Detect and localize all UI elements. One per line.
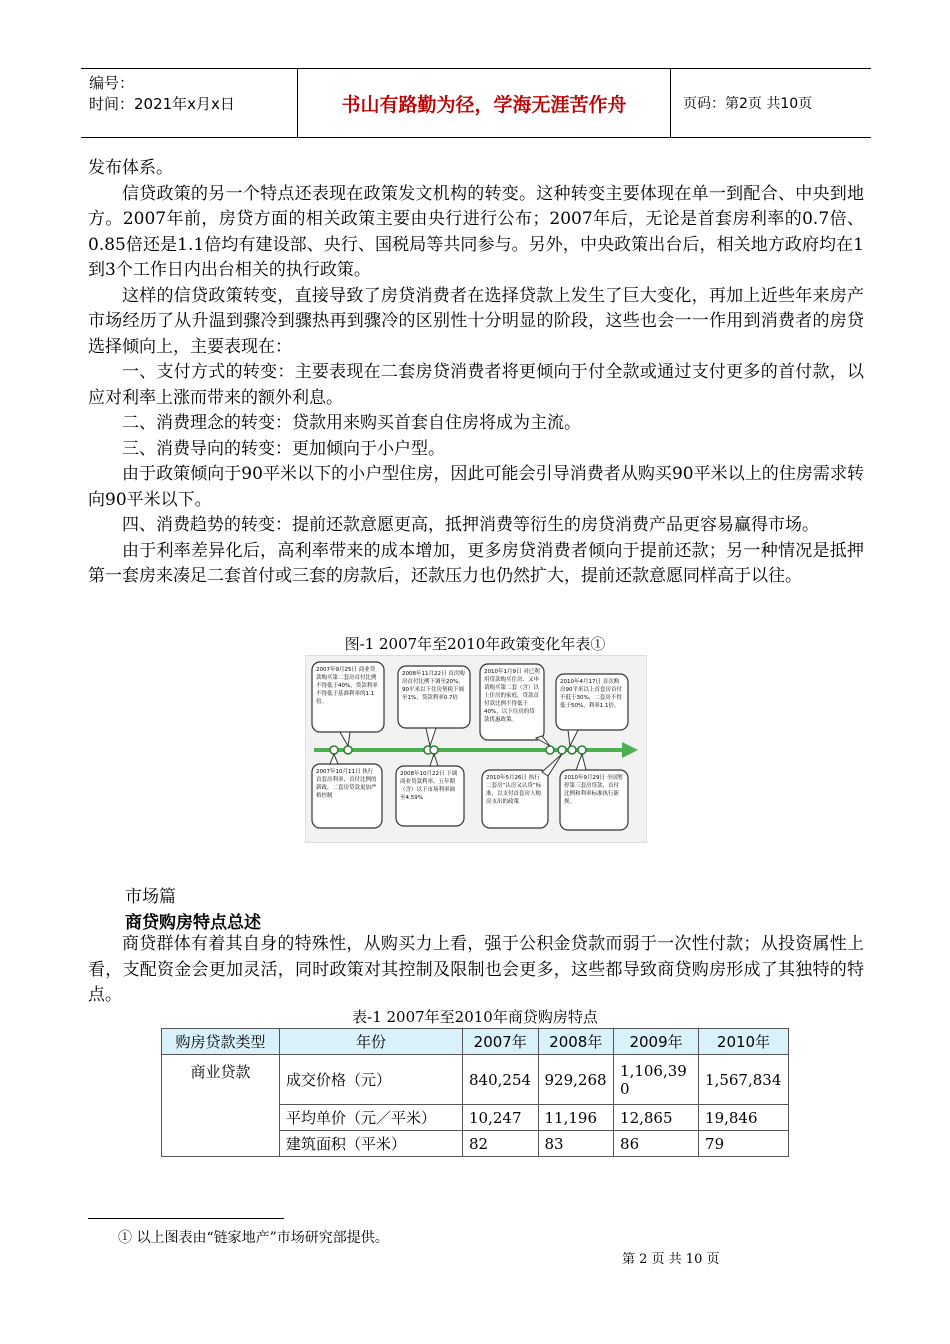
timeline-note-bottom-text: 2008年10月22日 下调商业贷款利率，五年期（含）以下市场利率调至4.59% [400,771,458,801]
table-cell: 1,106,390 [614,1055,699,1105]
table-cell: 12,865 [614,1105,699,1131]
table-header-row [162,1029,789,1055]
timeline-note-top-text: 2008年11月22日 首次购房首付比例下调至20%，90平米以下住房契税下调至1%，贷款利率0.7倍 [402,671,465,701]
timeline-arrowhead [622,742,638,758]
timeline-note-bottom-text: 2007年10月11日 执行首套房利率、首付比例的新政，二套房贷款更加严格控制 [316,769,377,799]
header-year: 年份 [280,1029,463,1055]
footnote-divider [88,1218,284,1219]
table-cell: 79 [699,1131,789,1157]
table-cell: 10,247 [463,1105,539,1131]
table-row [162,1055,789,1105]
table-cell: 1,567,834 [699,1055,789,1105]
timeline-note-bottom-text: 2010年5月26日 执行二套房“认房又认贷”标准，以支付首套房人购房支出的政策 [486,775,542,805]
table-cell: 86 [614,1131,699,1157]
header-year-col: 2008年 [538,1029,614,1055]
loan-type-cell: 商业贷款 [162,1055,280,1157]
timeline-node [344,746,352,754]
timeline-note-bottom-text: 2010年9月29日 全国暂停第三套房贷款，首付比例和利率标准执行新规。 [564,775,624,805]
paragraph: 由于政策倾向于90平米以下的小户型住房，因此可能会引导消费者从购买90平米以上的住房需求转向90平米以下。 [88,464,864,510]
row-label: 成交价格（元） [280,1055,463,1105]
header-left-cell [81,69,298,137]
timeline-note-top-text: 2010年1月9日 对已利用贷款购买住房、又申请购买第二套（含）以上住房的家庭，贷款首付款比例不得低于40%，以下住房的贷款优惠政策。 [484,669,540,723]
header-loan-type: 购房贷款类型 [162,1029,280,1055]
paragraph: 由于利率差异化后，高利率带来的成本增加，更多房贷消费者倾向于提前还款；另一种情况是抵押第一套房来凑足二套首付或三套的房款后，还款压力也仍然扩大，提前还款意愿同样高于以往。 [88,540,864,586]
timeline-note-top-text: 2007年9月25日 商业贷款购买第二套房首付比例不得低于40%，贷款利率不得低于基准利率的1.1倍。 [316,667,378,705]
paragraph: 二、消费理念的转变：贷款用来购买首套自住房将成为主流。 [122,413,581,433]
table-cell: 840,254 [463,1055,539,1105]
page-number: 第 2 页 共 10 页 [622,1252,720,1267]
page-header [81,68,871,138]
market-text-block [88,932,864,1009]
paragraph: 三、消费导向的转变：更加倾向于小户型。 [122,438,445,459]
paragraph: 一、支付方式的转变：主要表现在二套房贷消费者将更倾向于付全款或通过支付更多的首付款，以应对利率上涨而带来的额外利息。 [88,362,864,408]
subsection-title: 商贷购房特点总述 [125,913,261,933]
paragraph: 四、消费趋势的转变：提前还款意愿更高，抵押消费等衍生的房贷消费产品更容易赢得市场。 [122,515,819,535]
table-cell: 929,268 [538,1055,614,1105]
paragraph: 信贷政策的另一个特点还表现在政策发文机构的转变。这种转变主要体现在单一到配合、中央到地方。2007年前，房贷方面的相关政策主要由央行进行公布；2007年后，无论是首套房利率的0.7倍、0.85倍还是1.1倍均有建设部、央行、国税局等共同参与。另外，中央政策出台后，相关地方政府均在1到3个工作日内出台相关的执行政策。 [88,183,864,280]
paragraph: 发布体系。 [88,158,173,178]
footnote: ① 以上图表由“链家地产”市场研究部提供。 [118,1230,389,1246]
time-label: 时间：2021年x月x日 [89,95,235,113]
table-caption: 表-1 2007年至2010年商贷购房特点 [352,1008,598,1026]
header-year-col: 2009年 [614,1029,699,1055]
table-cell: 82 [463,1131,539,1157]
code-label: 编号： [89,74,135,92]
table-cell: 83 [538,1131,614,1157]
paragraph: 商贷群体有着其自身的特殊性，从购买力上看，强于公积金贷款而弱于一次性付款；从投资属性上看，支配资金会更加灵活，同时政策对其控制及限制也会更多，这些都导致商贷购房形成了其独特的特点。 [88,934,864,1005]
table-cell: 11,196 [538,1105,614,1131]
timeline-node [568,746,576,754]
section-title: 市场篇 [125,887,176,907]
figure-caption: 图-1 2007年至2010年政策变化年表① [344,635,606,653]
page-info: 页码：第2页 共10页 [683,96,813,112]
body-text-block [88,156,864,590]
policy-timeline-figure [305,655,647,843]
timeline-note-top-text: 2010年4月17日 首次购房90平米以上首套房首付不低于30%，二套房不得低于50%，利率1.1倍。 [560,679,622,709]
table-cell: 19,846 [699,1105,789,1131]
timeline-node [558,746,566,754]
paragraph: 这样的信贷政策转变，直接导致了房贷消费者在选择贷款上发生了巨大变化，再加上近些年来房产市场经历了从升温到骤冷到骤热再到骤冷的区别性十分明显的阶段，这些也会一一作用到消费者的房贷选择倾向上，主要表现在： [88,285,864,357]
header-year-col: 2010年 [699,1029,789,1055]
motto: 书山有路勤为径，学海无涯苦作舟 [298,69,671,137]
row-label: 建筑面积（平米） [280,1131,463,1157]
loan-characteristics-table [161,1028,789,1157]
header-year-col: 2007年 [463,1029,539,1055]
row-label: 平均单价（元／平米） [280,1105,463,1131]
timeline-node [546,746,554,754]
